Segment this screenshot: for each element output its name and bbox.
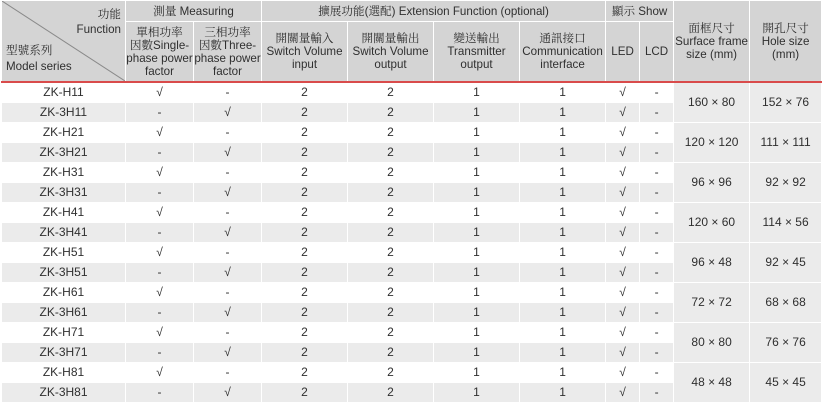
model-cell: ZK-3H51 xyxy=(2,263,126,283)
transmitter-cell: 1 xyxy=(434,203,520,223)
single-phase-cell: - xyxy=(126,103,194,123)
model-cell: ZK-3H71 xyxy=(2,343,126,363)
table-row xyxy=(2,243,822,263)
communication-cell: 1 xyxy=(520,383,606,403)
communication-cell: 1 xyxy=(520,363,606,383)
model-cell: ZK-H11 xyxy=(2,82,126,103)
transmitter-cell: 1 xyxy=(434,123,520,143)
lcd-cell: - xyxy=(640,303,674,323)
switch-input-cell: 2 xyxy=(262,343,348,363)
led-cell: √ xyxy=(606,343,640,363)
switch-input-cell: 2 xyxy=(262,163,348,183)
transmitter-cell: 1 xyxy=(434,143,520,163)
single-phase-cell: √ xyxy=(126,82,194,103)
surface-size-header: 面框尺寸 Surface frame size (mm) xyxy=(674,1,750,83)
lcd-cell: - xyxy=(640,203,674,223)
switch-output-cell: 2 xyxy=(348,343,434,363)
switch-input-cell: 2 xyxy=(262,82,348,103)
hole-size-header: 開孔尺寸 Hole size (mm) xyxy=(750,1,822,83)
lcd-cell: - xyxy=(640,363,674,383)
table-row xyxy=(2,323,822,343)
hole-size-cell: 114 × 56 xyxy=(750,203,822,243)
model-cell: ZK-H61 xyxy=(2,283,126,303)
three-phase-cell: - xyxy=(194,243,262,263)
lcd-cell: - xyxy=(640,163,674,183)
switch-output-cell: 2 xyxy=(348,223,434,243)
lcd-cell: - xyxy=(640,383,674,403)
led-cell: √ xyxy=(606,203,640,223)
transmitter-header: 變送輸出 Transmitter output xyxy=(434,22,520,83)
corner-header xyxy=(2,1,126,83)
single-phase-cell: √ xyxy=(126,163,194,183)
transmitter-cell: 1 xyxy=(434,223,520,243)
single-phase-cell: √ xyxy=(126,323,194,343)
transmitter-cell: 1 xyxy=(434,363,520,383)
led-cell: √ xyxy=(606,303,640,323)
surface-size-cell: 80 × 80 xyxy=(674,323,750,363)
single-phase-cell: - xyxy=(126,223,194,243)
table-row xyxy=(2,82,822,103)
surface-size-cell: 120 × 120 xyxy=(674,123,750,163)
switch-input-cell: 2 xyxy=(262,143,348,163)
switch-output-cell: 2 xyxy=(348,103,434,123)
switch-output-cell: 2 xyxy=(348,363,434,383)
three-phase-cell: - xyxy=(194,123,262,143)
three-phase-cell: - xyxy=(194,283,262,303)
transmitter-cell: 1 xyxy=(434,343,520,363)
transmitter-cell: 1 xyxy=(434,303,520,323)
hole-size-cell: 68 × 68 xyxy=(750,283,822,323)
transmitter-cell: 1 xyxy=(434,323,520,343)
switch-output-header: 開關量輸出 Switch Volume output xyxy=(348,22,434,83)
three-phase-cell: √ xyxy=(194,383,262,403)
model-cell: ZK-3H81 xyxy=(2,383,126,403)
led-cell: √ xyxy=(606,163,640,183)
hole-size-cell: 45 × 45 xyxy=(750,363,822,403)
switch-input-cell: 2 xyxy=(262,303,348,323)
surface-size-cell: 72 × 72 xyxy=(674,283,750,323)
switch-output-cell: 2 xyxy=(348,183,434,203)
single-phase-cell: - xyxy=(126,303,194,323)
communication-cell: 1 xyxy=(520,123,606,143)
lcd-cell: - xyxy=(640,123,674,143)
single-phase-cell: √ xyxy=(126,203,194,223)
table-row xyxy=(2,283,822,303)
surface-size-cell: 48 × 48 xyxy=(674,363,750,403)
switch-input-cell: 2 xyxy=(262,243,348,263)
switch-input-cell: 2 xyxy=(262,183,348,203)
switch-output-cell: 2 xyxy=(348,82,434,103)
model-cell: ZK-3H41 xyxy=(2,223,126,243)
communication-cell: 1 xyxy=(520,243,606,263)
transmitter-cell: 1 xyxy=(434,263,520,283)
switch-output-cell: 2 xyxy=(348,143,434,163)
single-phase-cell: √ xyxy=(126,283,194,303)
three-phase-cell: - xyxy=(194,203,262,223)
model-cell: ZK-3H11 xyxy=(2,103,126,123)
switch-output-cell: 2 xyxy=(348,263,434,283)
lcd-cell: - xyxy=(640,263,674,283)
measuring-header: 測量 Measuring xyxy=(126,1,262,22)
hole-size-cell: 111 × 111 xyxy=(750,123,822,163)
switch-input-cell: 2 xyxy=(262,383,348,403)
switch-output-cell: 2 xyxy=(348,163,434,183)
table-row xyxy=(2,123,822,143)
led-cell: √ xyxy=(606,243,640,263)
model-cell: ZK-H71 xyxy=(2,323,126,343)
three-phase-cell: √ xyxy=(194,263,262,283)
three-phase-cell: √ xyxy=(194,343,262,363)
single-phase-cell: - xyxy=(126,263,194,283)
single-phase-cell: √ xyxy=(126,243,194,263)
model-cell: ZK-H81 xyxy=(2,363,126,383)
table-row xyxy=(2,203,822,223)
single-phase-cell: - xyxy=(126,143,194,163)
single-phase-cell: - xyxy=(126,383,194,403)
communication-cell: 1 xyxy=(520,223,606,243)
lcd-cell: - xyxy=(640,243,674,263)
spec-table xyxy=(1,0,822,403)
lcd-header: LCD xyxy=(640,22,674,83)
lcd-cell: - xyxy=(640,343,674,363)
lcd-cell: - xyxy=(640,103,674,123)
communication-cell: 1 xyxy=(520,263,606,283)
transmitter-cell: 1 xyxy=(434,383,520,403)
surface-size-cell: 96 × 96 xyxy=(674,163,750,203)
three-phase-cell: √ xyxy=(194,143,262,163)
transmitter-cell: 1 xyxy=(434,103,520,123)
lcd-cell: - xyxy=(640,283,674,303)
led-cell: √ xyxy=(606,183,640,203)
single-phase-cell: - xyxy=(126,343,194,363)
single-phase-cell: √ xyxy=(126,123,194,143)
show-header: 顯示 Show xyxy=(606,1,674,22)
switch-output-cell: 2 xyxy=(348,283,434,303)
led-cell: √ xyxy=(606,103,640,123)
three-phase-cell: √ xyxy=(194,183,262,203)
led-cell: √ xyxy=(606,82,640,103)
switch-input-cell: 2 xyxy=(262,123,348,143)
model-label-zh: 型號系列 xyxy=(6,44,53,57)
lcd-cell: - xyxy=(640,323,674,343)
lcd-cell: - xyxy=(640,82,674,103)
function-label-zh: 功能 xyxy=(97,8,121,21)
table-row xyxy=(2,163,822,183)
three-phase-cell: √ xyxy=(194,303,262,323)
model-cell: ZK-H51 xyxy=(2,243,126,263)
led-cell: √ xyxy=(606,283,640,303)
switch-output-cell: 2 xyxy=(348,303,434,323)
function-label-en: Function xyxy=(76,23,121,36)
led-cell: √ xyxy=(606,263,640,283)
communication-cell: 1 xyxy=(520,283,606,303)
switch-input-cell: 2 xyxy=(262,323,348,343)
hole-size-cell: 92 × 92 xyxy=(750,163,822,203)
transmitter-cell: 1 xyxy=(434,163,520,183)
switch-input-cell: 2 xyxy=(262,103,348,123)
switch-output-cell: 2 xyxy=(348,243,434,263)
lcd-cell: - xyxy=(640,223,674,243)
single-phase-cell: √ xyxy=(126,363,194,383)
model-cell: ZK-H41 xyxy=(2,203,126,223)
led-cell: √ xyxy=(606,383,640,403)
extension-header: 擴展功能(選配) Extension Function (optional) xyxy=(262,1,606,22)
three-phase-cell: √ xyxy=(194,103,262,123)
switch-output-cell: 2 xyxy=(348,383,434,403)
model-label-en: Model series xyxy=(6,60,72,73)
switch-output-cell: 2 xyxy=(348,123,434,143)
hole-size-cell: 76 × 76 xyxy=(750,323,822,363)
table-row xyxy=(2,363,822,383)
surface-size-cell: 96 × 48 xyxy=(674,243,750,283)
transmitter-cell: 1 xyxy=(434,183,520,203)
communication-header: 通訊接口 Communication interface xyxy=(520,22,606,83)
led-cell: √ xyxy=(606,143,640,163)
communication-cell: 1 xyxy=(520,143,606,163)
switch-input-header: 開關量輸入 Switch Volume input xyxy=(262,22,348,83)
hole-size-cell: 152 × 76 xyxy=(750,82,822,123)
model-cell: ZK-3H31 xyxy=(2,183,126,203)
surface-size-cell: 120 × 60 xyxy=(674,203,750,243)
communication-cell: 1 xyxy=(520,183,606,203)
lcd-cell: - xyxy=(640,143,674,163)
single-phase-header: 單相功率 因數Single- phase power factor xyxy=(126,22,194,83)
three-phase-cell: √ xyxy=(194,223,262,243)
three-phase-cell: - xyxy=(194,82,262,103)
model-cell: ZK-H31 xyxy=(2,163,126,183)
switch-output-cell: 2 xyxy=(348,203,434,223)
hole-size-cell: 92 × 45 xyxy=(750,243,822,283)
three-phase-cell: - xyxy=(194,363,262,383)
switch-input-cell: 2 xyxy=(262,223,348,243)
model-cell: ZK-3H61 xyxy=(2,303,126,323)
communication-cell: 1 xyxy=(520,82,606,103)
led-cell: √ xyxy=(606,323,640,343)
communication-cell: 1 xyxy=(520,163,606,183)
switch-input-cell: 2 xyxy=(262,263,348,283)
communication-cell: 1 xyxy=(520,343,606,363)
switch-input-cell: 2 xyxy=(262,203,348,223)
led-cell: √ xyxy=(606,123,640,143)
led-cell: √ xyxy=(606,363,640,383)
three-phase-cell: - xyxy=(194,323,262,343)
switch-input-cell: 2 xyxy=(262,283,348,303)
communication-cell: 1 xyxy=(520,203,606,223)
transmitter-cell: 1 xyxy=(434,283,520,303)
communication-cell: 1 xyxy=(520,303,606,323)
switch-input-cell: 2 xyxy=(262,363,348,383)
transmitter-cell: 1 xyxy=(434,243,520,263)
switch-output-cell: 2 xyxy=(348,323,434,343)
communication-cell: 1 xyxy=(520,103,606,123)
three-phase-header: 三相功率 因數Three- phase power factor xyxy=(194,22,262,83)
transmitter-cell: 1 xyxy=(434,82,520,103)
surface-size-cell: 160 × 80 xyxy=(674,82,750,123)
model-cell: ZK-3H21 xyxy=(2,143,126,163)
led-header: LED xyxy=(606,22,640,83)
single-phase-cell: - xyxy=(126,183,194,203)
lcd-cell: - xyxy=(640,183,674,203)
model-cell: ZK-H21 xyxy=(2,123,126,143)
led-cell: √ xyxy=(606,223,640,243)
three-phase-cell: - xyxy=(194,163,262,183)
communication-cell: 1 xyxy=(520,323,606,343)
table-body xyxy=(2,82,822,403)
